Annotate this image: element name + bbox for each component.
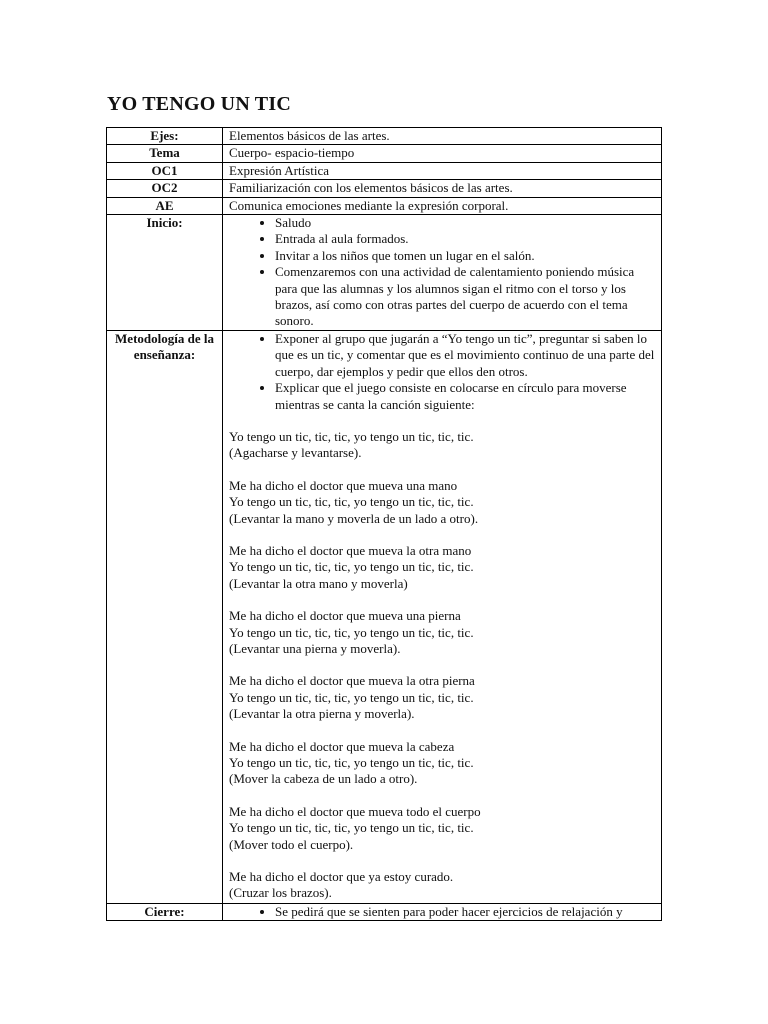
song-stanza xyxy=(229,673,655,722)
table-row xyxy=(107,128,662,145)
song-line: (Cruzar los brazos). xyxy=(229,885,332,901)
list-item: • Comenzaremos con una actividad de calentamiento poniendo música para que las alumnas y los alumnos sigan el ritmo con el torso y los brazos, así como con otras partes del cuerpo de acuerdo con el tema sonoro. xyxy=(275,264,655,330)
song-stanza xyxy=(229,804,655,853)
row-label-oc2: OC2 xyxy=(107,180,223,197)
row-value-tema: Cuerpo- espacio-tiempo xyxy=(223,145,662,162)
song-line: (Mover la cabeza de un lado a otro). xyxy=(229,771,418,787)
row-value-cierre xyxy=(223,903,662,920)
table-row xyxy=(107,180,662,197)
lesson-plan-table xyxy=(106,127,662,921)
row-label-inicio: Inicio: xyxy=(107,215,223,331)
table-row xyxy=(107,197,662,214)
song-line: Me ha dicho el doctor que mueva la otra pierna xyxy=(229,673,475,689)
song-line: (Levantar una pierna y moverla). xyxy=(229,640,401,656)
song-line: Yo tengo un tic, tic, tic, yo tengo un tic, tic, tic. xyxy=(229,559,474,575)
table-row xyxy=(107,162,662,179)
song-line: Me ha dicho el doctor que mueva todo el cuerpo xyxy=(229,803,481,819)
song-line: Yo tengo un tic, tic, tic, yo tengo un tic, tic, tic. xyxy=(229,494,474,510)
row-label-metodologia: Metodología de la enseñanza: xyxy=(107,330,223,903)
song-line: (Levantar la mano y moverla de un lado a otro). xyxy=(229,510,479,526)
row-value-metodologia xyxy=(223,330,662,903)
row-label-oc1: OC1 xyxy=(107,162,223,179)
table-row xyxy=(107,330,662,903)
song-line: (Agacharse y levantarse). xyxy=(229,445,362,461)
page-title: YO TENGO UN TIC xyxy=(107,93,291,115)
song-line: Me ha dicho el doctor que mueva una mano xyxy=(229,477,458,493)
song-line: Yo tengo un tic, tic, tic, yo tengo un tic, tic, tic. xyxy=(229,689,474,705)
song-line: Me ha dicho el doctor que ya estoy curado. xyxy=(229,869,454,885)
song-stanza xyxy=(229,543,655,592)
list-item: • Explicar que el juego consiste en colocarse en círculo para moverse mientras se canta la canción siguiente: xyxy=(275,380,655,413)
song-line: Yo tengo un tic, tic, tic, yo tengo un tic, tic, tic. xyxy=(229,820,474,836)
list-item: • Exponer al grupo que jugarán a “Yo tengo un tic”, preguntar si saben lo que es un tic, y comentar que es el movimiento continuo de una parte del cuerpo, dar ejemplos y pedir que ellos den otros. xyxy=(275,331,655,380)
song-stanza xyxy=(229,869,655,902)
song-stanza xyxy=(229,608,655,657)
row-value-ae: Comunica emociones mediante la expresión corporal. xyxy=(223,197,662,214)
song-line: Yo tengo un tic, tic, tic, yo tengo un tic, tic, tic. xyxy=(229,755,474,770)
row-label-ae: AE xyxy=(107,197,223,214)
song-stanza xyxy=(229,478,655,527)
row-value-oc1: Expresión Artística xyxy=(223,162,662,179)
list-item: • Entrada al aula formados. xyxy=(275,231,655,247)
row-label-cierre: Cierre: xyxy=(107,903,223,920)
song-line: Yo tengo un tic, tic, tic, yo tengo un tic, tic, tic. xyxy=(229,624,474,640)
song-line: Me ha dicho el doctor que mueva una pierna xyxy=(229,608,461,624)
table-row xyxy=(107,903,662,920)
row-value-ejes: Elementos básicos de las artes. xyxy=(223,128,662,145)
table-row xyxy=(107,145,662,162)
song-line: (Levantar la otra mano y moverla) xyxy=(229,575,408,591)
song-line: Me ha dicho el doctor que mueva la otra mano xyxy=(229,542,472,558)
song-stanza xyxy=(229,429,655,462)
list-item: • Invitar a los niños que tomen un lugar en el salón. xyxy=(275,248,655,264)
metodologia-list xyxy=(229,331,655,413)
row-value-inicio xyxy=(223,215,662,331)
table-row xyxy=(107,215,662,331)
song-line: Yo tengo un tic, tic, tic, yo tengo un tic, tic, tic. xyxy=(229,428,474,444)
song-line: (Mover todo el cuerpo). xyxy=(229,836,354,852)
song-line: Me ha dicho el doctor que mueva la cabeza xyxy=(229,738,455,754)
row-label-ejes: Ejes: xyxy=(107,128,223,145)
row-value-oc2: Familiarización con los elementos básicos de las artes. xyxy=(223,180,662,197)
song-line: (Levantar la otra pierna y moverla). xyxy=(229,706,415,722)
cierre-list xyxy=(229,904,655,920)
row-label-tema: Tema xyxy=(107,145,223,162)
song-lyrics xyxy=(229,429,655,902)
song-stanza xyxy=(229,739,655,788)
list-item: • Se pedirá que se sienten para poder hacer ejercicios de relajación y xyxy=(275,904,655,920)
list-item: • Saludo xyxy=(275,215,655,231)
inicio-list xyxy=(229,215,655,330)
